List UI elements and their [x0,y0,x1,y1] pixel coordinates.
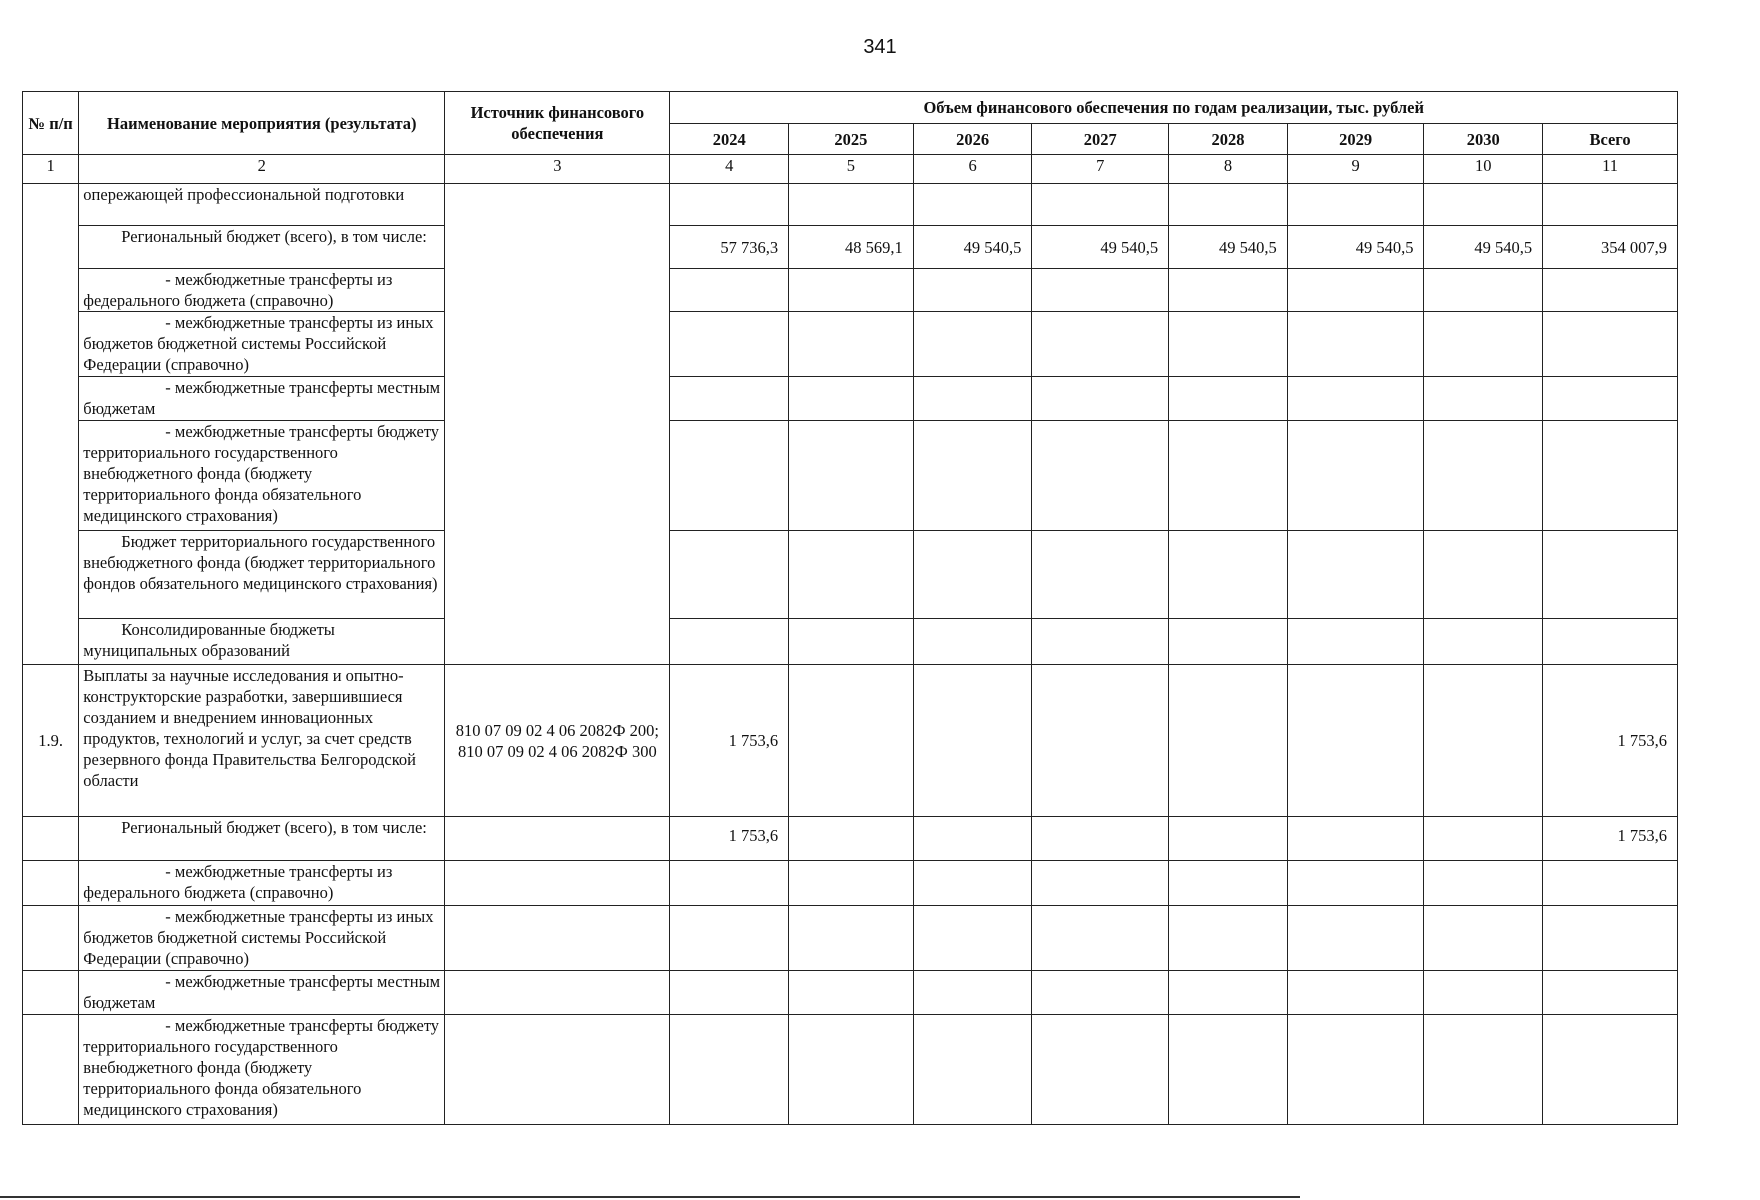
table-row [23,817,1678,861]
row-label: - межбюджетные трансферты бюджету территориального государственного внебюджетного фонда (бюджету территориального фонда обязательного медицинского страхования) [79,421,445,531]
table-row [23,377,1678,421]
table-row [23,619,1678,665]
table-row [23,906,1678,971]
table-row [23,665,1678,817]
row-label: - межбюджетные трансферты бюджету территориального государственного внебюджетного фонда (бюджету территориального фонда обязательного медицинского страхования) [79,1015,445,1125]
row-label: - межбюджетные трансферты местным бюджетам [79,971,445,1015]
value-cell-total: 354 007,9 [1543,226,1678,269]
value-cell: 57 736,3 [670,226,789,269]
table-row [23,971,1678,1015]
col-number: 9 [1287,155,1424,184]
col-number: 5 [789,155,914,184]
table-row [23,226,1678,269]
col-number: 1 [23,155,79,184]
row-number-cell [23,184,79,665]
value-cell: 1 753,6 [670,817,789,861]
table-row [23,1015,1678,1125]
row-label: - межбюджетные трансферты из иных бюджетов бюджетной системы Российской Федерации (справочно) [79,312,445,377]
value-cell-total: 1 753,6 [1543,665,1678,817]
header-year: 2025 [789,124,914,155]
source-cell [445,184,670,665]
header-year: 2030 [1424,124,1543,155]
col-number: 11 [1543,155,1678,184]
header-year: 2029 [1287,124,1424,155]
header-year: 2027 [1032,124,1169,155]
header-year: 2026 [913,124,1032,155]
column-numbers-row [23,155,1678,184]
table-row [23,312,1678,377]
header-year: 2024 [670,124,789,155]
row-label: Региональный бюджет (всего), в том числе: [79,226,445,269]
budget-table [22,91,1678,1125]
col-number: 4 [670,155,789,184]
col-number: 8 [1169,155,1288,184]
value-cell: 48 569,1 [789,226,914,269]
section-title: опережающей профессиональной подготовки [79,184,445,226]
table-row [23,269,1678,312]
value-cell: 1 753,6 [670,665,789,817]
value-cell-total: 1 753,6 [1543,817,1678,861]
header-col-volume: Объем финансового обеспечения по годам реализации, тыс. рублей [670,92,1678,124]
header-year: 2028 [1169,124,1288,155]
row-label: - межбюджетные трансферты местным бюджетам [79,377,445,421]
source-code: 810 07 09 02 4 06 2082Ф 200; 810 07 09 02 4 06 2082Ф 300 [445,665,670,817]
page-number: 341 [863,36,897,58]
section-title: Выплаты за научные исследования и опытно-конструкторские разработки, завершившиеся созданием и внедрением инновационных продуктов, технологий и услуг, за счет средств резервного фонда Правительства Белгородской области [79,665,445,817]
value-cell: 49 540,5 [1287,226,1424,269]
table-row [23,861,1678,906]
col-number: 3 [445,155,670,184]
col-number: 7 [1032,155,1169,184]
row-label: - межбюджетные трансферты из федерального бюджета (справочно) [79,861,445,906]
row-label: Региональный бюджет (всего), в том числе: [79,817,445,861]
footer-rule [0,1196,1300,1198]
table-row [23,531,1678,619]
row-label: - межбюджетные трансферты из федерального бюджета (справочно) [79,269,445,312]
row-label: Консолидированные бюджеты муниципальных образований [79,619,445,665]
row-label: - межбюджетные трансферты из иных бюджетов бюджетной системы Российской Федерации (справочно) [79,906,445,971]
value-cell: 49 540,5 [1032,226,1169,269]
row-label: Бюджет территориального государственного внебюджетного фонда (бюджет территориального фондов обязательного медицинского страхования) [79,531,445,619]
header-row [23,92,1678,124]
col-number: 6 [913,155,1032,184]
value-cell: 49 540,5 [1169,226,1288,269]
header-col-num: № п/п [23,92,79,155]
col-number: 10 [1424,155,1543,184]
value-cell: 49 540,5 [913,226,1032,269]
table-row [23,184,1678,226]
value-cell: 49 540,5 [1424,226,1543,269]
header-col-source: Источник финансового обеспечения [445,92,670,155]
row-number: 1.9. [23,665,79,817]
col-number: 2 [79,155,445,184]
header-total: Всего [1543,124,1678,155]
table-row [23,421,1678,531]
header-col-name: Наименование мероприятия (результата) [79,92,445,155]
